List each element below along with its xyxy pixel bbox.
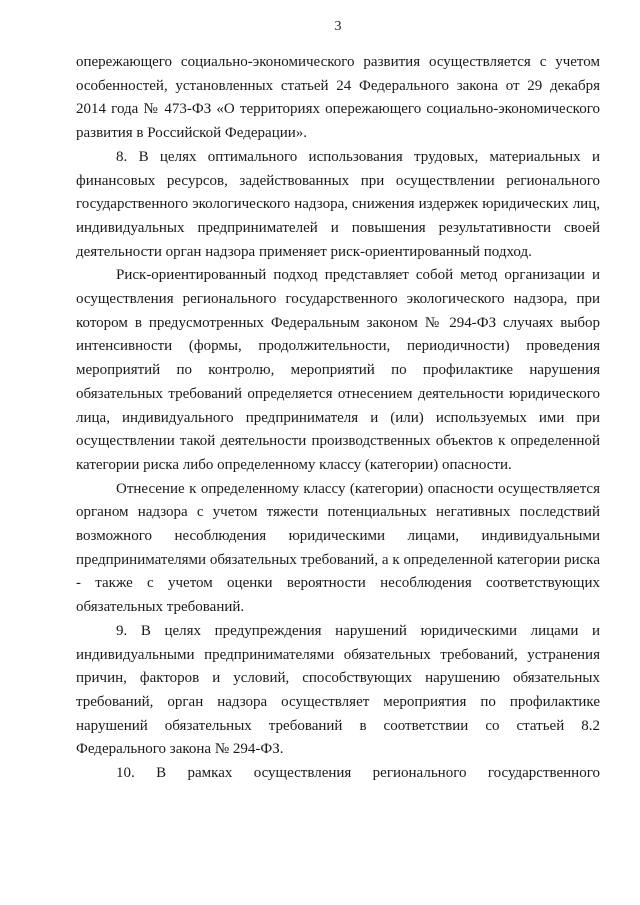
paragraph-clause-9: 9. В целях предупреждения нарушений юридическими лицами и индивидуальными предпринимателями обязательных требований, устранения причин, факторов и условий, способствующих нарушению обязательных требований, орган надзора осуществляет мероприятия по профилактике нарушений обязательных требований в соответствии со статьей 8.2 Федерального закона № 294-ФЗ. xyxy=(76,622,600,758)
paragraph-continuation: опережающего социально-экономического развития осуществляется с учетом особенностей, установленных статьей 24 Федерального закона от 29 декабря 2014 года № 473-ФЗ «О территориях опережающего социально-экономического развития в Российской Федерации». xyxy=(76,54,600,142)
document-body xyxy=(76,51,600,786)
paragraph-clause-8: 8. В целях оптимального использования трудовых, материальных и финансовых ресурсов, задействованных при осуществлении регионального государственного экологического надзора, снижения издержек юридических лиц, индивидуальных предпринимателей и повышения результативности своей деятельности орган надзора применяет риск-ориентированный подход. xyxy=(76,148,600,260)
page-number: 3 xyxy=(334,19,342,34)
document-page xyxy=(76,0,600,905)
paragraph-hazard-class: Отнесение к определенному классу (категории) опасности осуществляется органом надзора с учетом тяжести потенциальных негативных последствий возможного несоблюдения юридическими лицами, индивидуальными предпринимателями обязательных требований, а к определенной категории риска - также с учетом оценки вероятности несоблюдения соответствующих обязательных требований. xyxy=(76,480,600,616)
paragraph-risk-approach: Риск-ориентированный подход представляет собой метод организации и осуществления регионального государственного экологического надзора, при котором в предусмотренных Федеральным законом № 294-ФЗ случаях выбор интенсивности (формы, продолжительности, периодичности) проведения мероприятий по контролю, мероприятий по профилактике нарушения обязательных требований определяется отнесением деятельности юридического лица, индивидуального предпринимателя и (или) используемых ими при осуществлении такой деятельности производственных объектов к определенной категории риска либо определенному классу (категории) опасности. xyxy=(76,267,600,473)
paragraph-clause-10: 10. В рамках осуществления регионального государственного xyxy=(116,765,600,782)
